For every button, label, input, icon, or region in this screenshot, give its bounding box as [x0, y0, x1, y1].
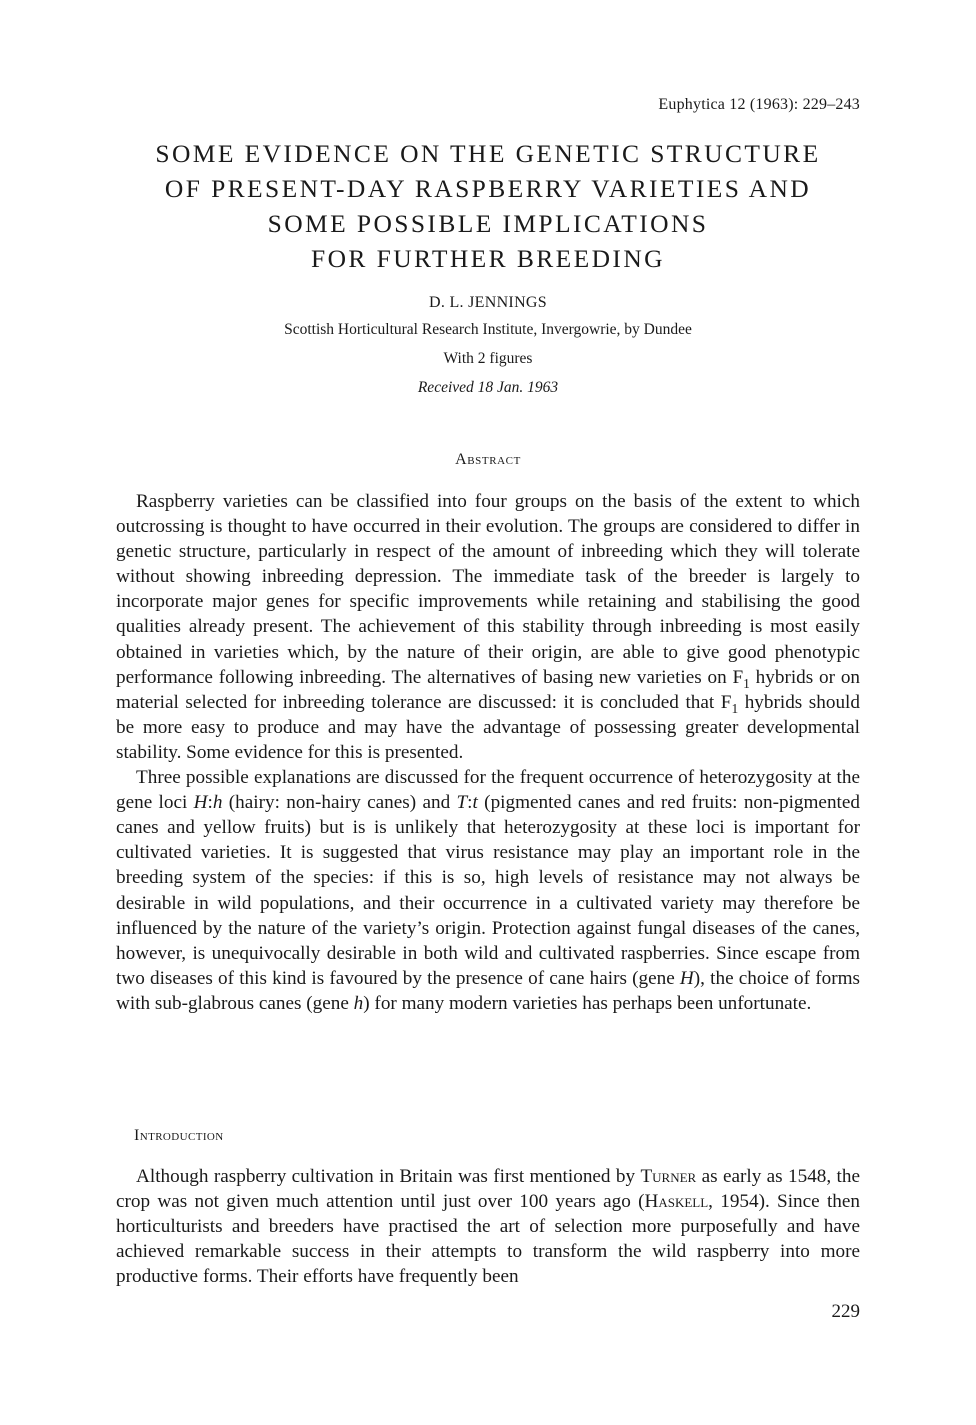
text-run: , 1954). Since then horticulturists and breeders have practised the art of selection more purposefully and have achieved remarkable success in their attempts to transform the wild raspberry into more productive forms. Their efforts have frequently been: [116, 1191, 860, 1288]
subscript: 1: [731, 700, 739, 716]
gene-symbol: h: [353, 992, 364, 1014]
abstract-paragraph-2: [116, 765, 860, 1016]
received-date: Received 18 Jan. 1963: [417, 379, 559, 396]
title-line-2: OF PRESENT-DAY RASPBERRY VARIETIES AND: [164, 174, 812, 203]
author-citation: Haskell: [644, 1191, 709, 1213]
introduction-paragraph-1: [116, 1164, 860, 1289]
gene-symbol: h: [212, 792, 223, 814]
title-line-1: SOME EVIDENCE ON THE GENETIC STRUCTURE: [155, 139, 821, 168]
author-citation: Turner: [640, 1166, 697, 1187]
figures-note: With 2 figures: [443, 350, 533, 367]
text-run: ), the choice of forms with sub-glabrous canes (gene: [116, 967, 860, 1014]
gene-symbol: T: [456, 792, 468, 814]
author-affiliation: Scottish Horticultural Research Institute, Invergowrie, by Dundee: [284, 321, 692, 338]
title-line-4: FOR FURTHER BREEDING: [311, 244, 665, 273]
text-run: (pigmented canes and red fruits: non-pigmented canes and yellow fruits) but is is unlikely that heterozygosity at these loci is important for cultivated varieties. It is suggested that virus resistance may play an important role in the breeding system of the species: if this is so, high levels of resistance may not always be desirable in wild populations, and their occurrence in a cultivated variety may therefore be influenced by the nature of the variety’s origin. Protection against fungal diseases of the canes, however, is unequivocally desirable in both wild and cultivated raspberries. Since escape from two diseases of this kind is favoured by the presence of cane hairs (gene: [116, 792, 860, 989]
journal-reference: Euphytica 12 (1963): 229–243: [658, 96, 860, 113]
paper-title: [110, 136, 866, 276]
text-run: :: [467, 792, 473, 814]
introduction-heading: Introduction: [134, 1127, 224, 1144]
author-name: D. L. JENNINGS: [429, 294, 547, 311]
page-number: 229: [831, 1301, 860, 1322]
title-line-3: SOME POSSIBLE IMPLICATIONS: [267, 209, 709, 238]
gene-symbol: H: [679, 967, 694, 989]
text-run: hybrids should be more easy to produce and may have the advantage of possessing greater developmental stability. Some evidence for this is presented.: [116, 691, 860, 763]
gene-symbol: t: [472, 792, 478, 814]
gene-symbol: H: [193, 792, 208, 814]
text-run: as early as 1548, the crop was not given much attention until just over 100 years ago (: [116, 1166, 860, 1213]
text-run: ) for many modern varieties has perhaps been unfortunate.: [363, 992, 812, 1014]
text-run: Although raspberry cultivation in Britain was first mentioned by: [136, 1166, 641, 1187]
text-run: hybrids or on material selected for inbreeding tolerance are discussed: it is concluded that F: [116, 666, 861, 713]
abstract-paragraph-1: [116, 489, 860, 765]
text-run: (hairy: non-hairy canes) and: [222, 792, 457, 814]
introduction-body: [116, 1164, 860, 1289]
text-run: Raspberry varieties can be classified into four groups on the basis of the extent to which outcrossing is thought to have occurred in their evolution. The groups are considered to differ in genetic structure, particularly in respect of the amount of inbreeding which they will tolerate without showing inbreeding depression. The immediate task of the breeder is largely to incorporate major genes for specific improvements while retaining and stabilising the good qualities already present. The achievement of this stability through inbreeding is most easily obtained in varieties which, by the nature of their origin, are able to give good phenotypic performance following inbreeding. The alternatives of basing new varieties on F: [116, 491, 860, 688]
abstract-heading: Abstract: [455, 451, 521, 468]
text-run: :: [207, 792, 213, 814]
text-run: Three possible explanations are discussed for the frequent occurrence of heterozygosity at the gene loci: [116, 767, 860, 814]
subscript: 1: [743, 675, 750, 691]
abstract-body: [116, 489, 860, 1016]
